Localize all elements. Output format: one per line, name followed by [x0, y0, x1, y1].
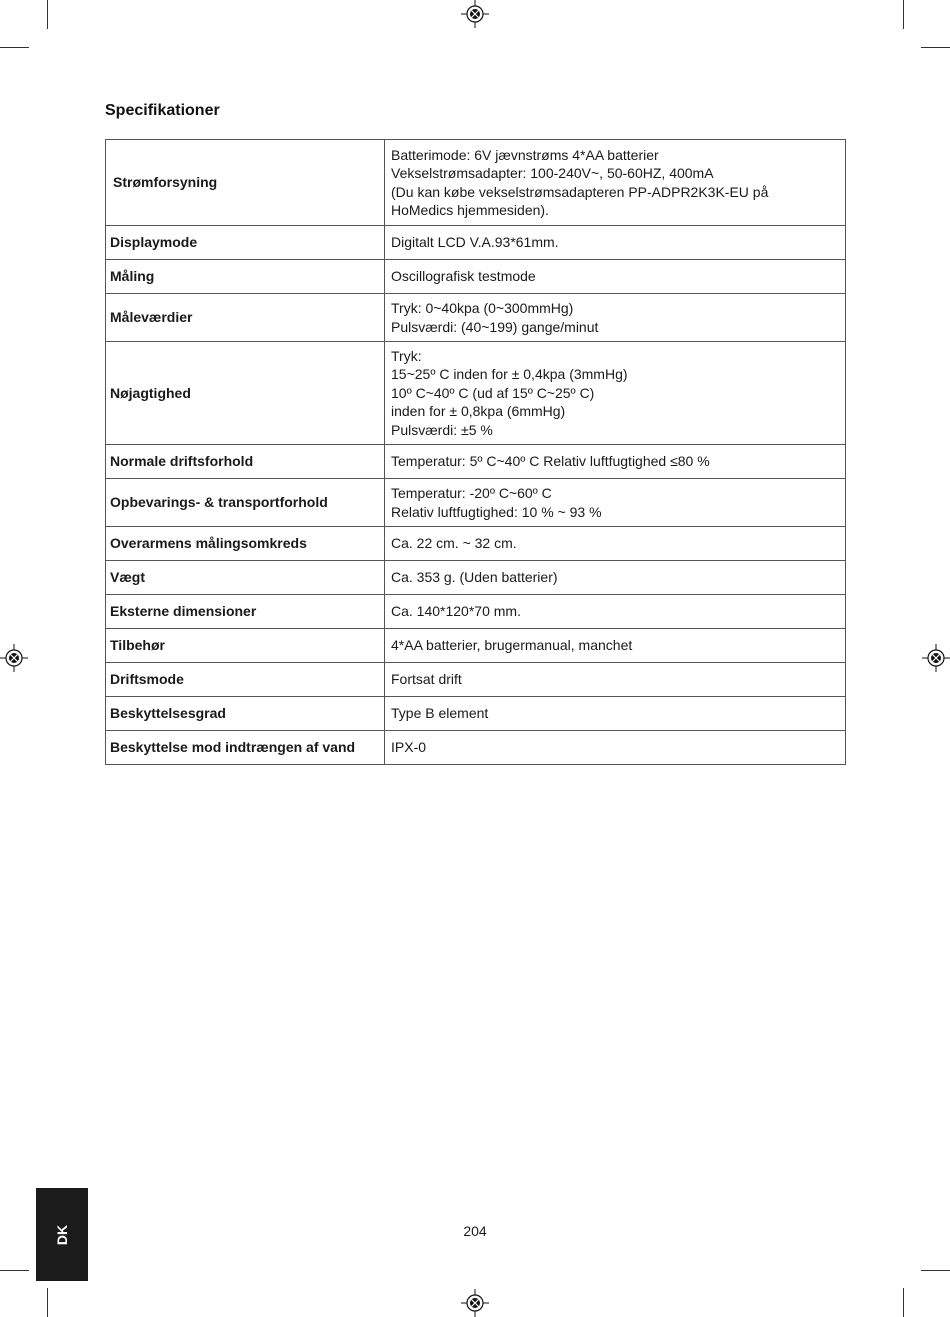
spec-value — [385, 260, 846, 294]
spec-value-line: 4*AA batterier, brugermanual, manchet — [391, 637, 633, 654]
spec-row — [106, 294, 846, 342]
spec-value-line: Batterimode: 6V jævnstrøms 4*AA batterier — [391, 146, 659, 163]
crop-mark — [903, 0, 904, 29]
spec-value-line: IPX-0 — [391, 739, 427, 756]
spec-row — [106, 697, 846, 731]
spec-label: Strømforsyning — [106, 140, 385, 226]
spec-row — [106, 226, 846, 260]
registration-mark-icon — [461, 1289, 489, 1317]
page-number: 204 — [463, 1223, 487, 1239]
spec-value — [385, 595, 846, 629]
spec-value — [385, 479, 846, 527]
crop-mark — [0, 1270, 29, 1271]
spec-value-line: 15~25º C inden for ± 0,4kpa (3mmHg) — [391, 366, 628, 383]
spec-value-line: 10º C~40º C (ud af 15º C~25º C) — [391, 384, 595, 401]
spec-label: Displaymode — [106, 226, 385, 260]
crop-mark — [921, 47, 950, 48]
spec-label: Vægt — [106, 561, 385, 595]
spec-value — [385, 697, 846, 731]
spec-value-line: inden for ± 0,8kpa (6mmHg) — [391, 403, 566, 420]
spec-value — [385, 342, 846, 445]
spec-value-line: (Du kan købe vekselstrømsadapteren PP-ADPR2K3K-EU på — [391, 183, 769, 200]
spec-value — [385, 731, 846, 765]
spec-row — [106, 342, 846, 445]
spec-value-line: Vekselstrømsadapter: 100-240V~, 50-60HZ, 400mA — [391, 165, 714, 181]
spec-label: Nøjagtighed — [106, 342, 385, 445]
crop-mark — [0, 47, 29, 48]
spec-label: Måling — [106, 260, 385, 294]
crop-mark — [921, 1270, 950, 1271]
spec-label: Opbevarings- & transportforhold — [106, 479, 385, 527]
registration-mark-icon — [0, 644, 28, 672]
spec-value — [385, 226, 846, 260]
spec-value-line: Type B element — [391, 705, 489, 722]
spec-row — [106, 445, 846, 479]
spec-value-line: Temperatur: 5º C~40º C Relativ luftfugtighed ≤80 % — [391, 453, 710, 470]
spec-value-line: Pulsværdi: (40~199) gange/minut — [391, 318, 599, 335]
spec-value-line: Fortsat drift — [391, 671, 462, 688]
language-tab — [36, 1188, 88, 1281]
specifications-table — [105, 139, 846, 765]
spec-value — [385, 140, 846, 226]
spec-row — [106, 527, 846, 561]
spec-row — [106, 731, 846, 765]
spec-label: Normale driftsforhold — [106, 445, 385, 479]
spec-value-line: Oscillografisk testmode — [391, 268, 536, 285]
spec-row — [106, 663, 846, 697]
spec-value-line: Ca. 353 g. (Uden batterier) — [391, 569, 558, 586]
spec-value — [385, 527, 846, 561]
spec-row — [106, 561, 846, 595]
spec-row — [106, 595, 846, 629]
spec-value-line: HoMedics hjemmesiden). — [391, 202, 549, 218]
spec-value-line: Ca. 22 cm. ~ 32 cm. — [391, 535, 517, 552]
spec-label: Driftsmode — [106, 663, 385, 697]
spec-value — [385, 445, 846, 479]
page-title: Specifikationer — [105, 102, 220, 119]
spec-value — [385, 629, 846, 663]
crop-mark — [903, 1288, 904, 1317]
spec-value-line: Tryk: 0~40kpa (0~300mmHg) — [391, 300, 574, 316]
spec-value-line: Ca. 140*120*70 mm. — [391, 603, 521, 620]
spec-row — [106, 479, 846, 527]
spec-value-line: Pulsværdi: ±5 % — [391, 421, 493, 438]
spec-row — [106, 629, 846, 663]
spec-value-line: Digitalt LCD V.A.93*61mm. — [391, 234, 559, 251]
spec-value — [385, 294, 846, 342]
spec-value-line: Tryk: — [391, 347, 422, 364]
spec-label: Tilbehør — [106, 629, 385, 663]
registration-mark-icon — [922, 644, 950, 672]
crop-mark — [47, 0, 48, 29]
spec-value — [385, 561, 846, 595]
spec-value-line: Temperatur: -20º C~60º C — [391, 485, 552, 501]
language-tab-label: DK — [54, 1224, 70, 1245]
spec-value — [385, 663, 846, 697]
registration-mark-icon — [461, 0, 489, 28]
spec-label: Eksterne dimensioner — [106, 595, 385, 629]
spec-row — [106, 140, 846, 226]
spec-row — [106, 260, 846, 294]
spec-label: Beskyttelsesgrad — [106, 697, 385, 731]
spec-label: Overarmens målingsomkreds — [106, 527, 385, 561]
spec-label: Måleværdier — [106, 294, 385, 342]
crop-mark — [47, 1288, 48, 1317]
spec-label: Beskyttelse mod indtrængen af vand — [106, 731, 385, 765]
spec-value-line: Relativ luftfugtighed: 10 % ~ 93 % — [391, 503, 602, 520]
